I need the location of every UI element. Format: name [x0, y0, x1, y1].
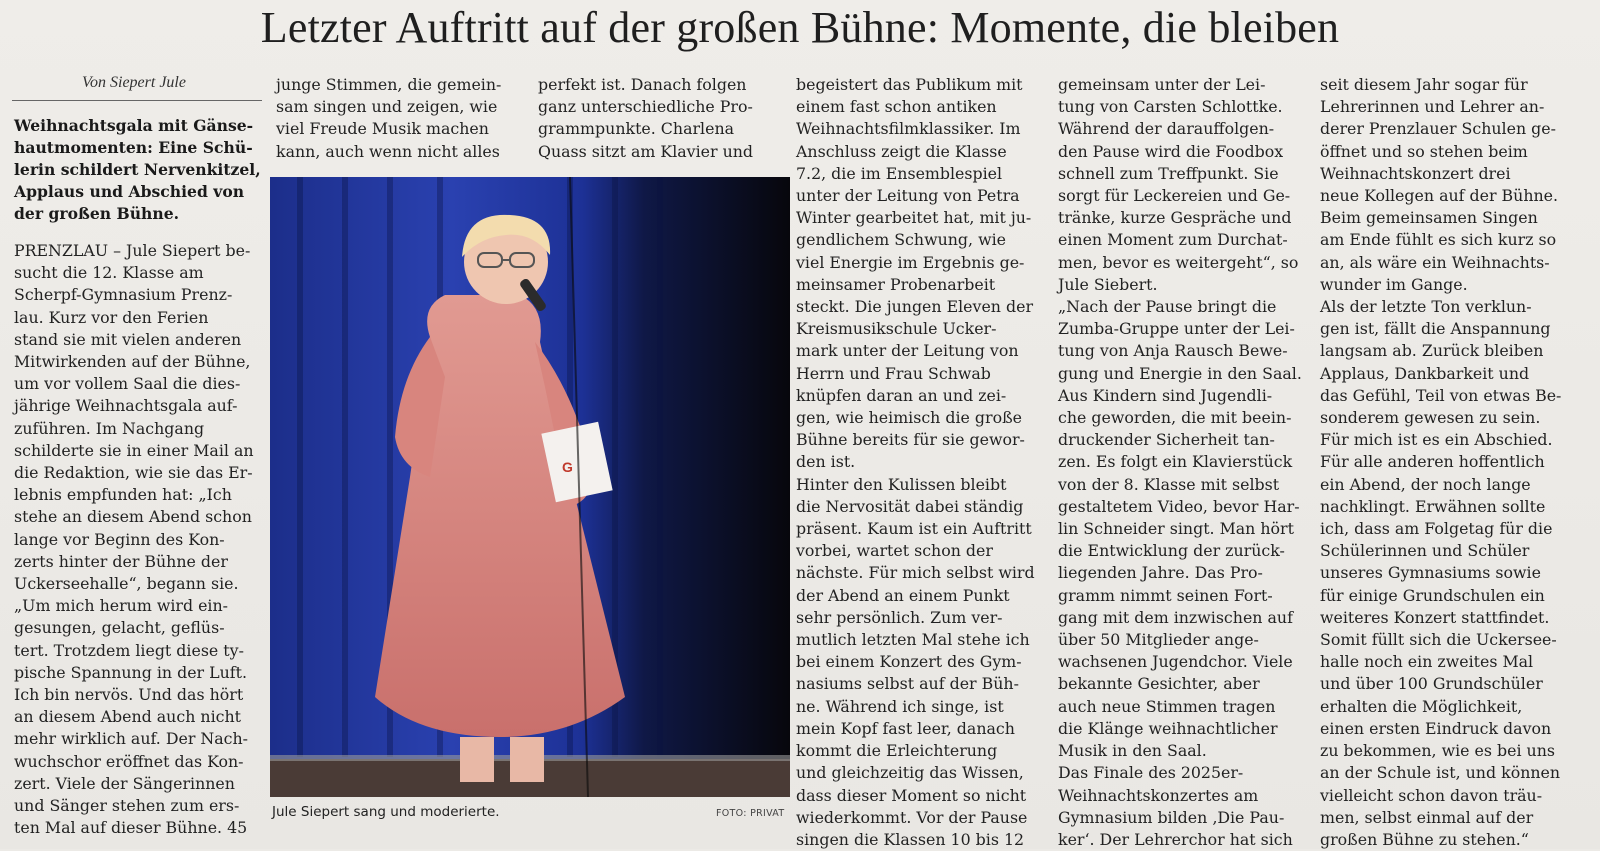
headline: Letzter Auftritt auf der großen Bühne: Momente, die bleiben [260, 3, 1340, 52]
column-text: seit diesem Jahr sogar für Lehrerinnen und Lehrer an- derer Prenzlauer Schulen ge- öffnet und so stehen beim Weihnachtskonzert drei neue Kollegen auf der Bühne. Beim gemeinsamen Singen am Ende fühlt es sich kurz so an, als wäre ein Weihnachts- wunder im Gange. Als der letzte Ton verklun- gen ist, fällt die Anspannung langsam ab. Zurück bleiben Applaus, Dankbarkeit und das Gefühl, Teil von etwas Be- sonderem gewesen zu sein. Für mich ist es ein Abschied. Für alle anderen hoffentlich ein Abend, der noch lange nachklingt. Erwähnen sollte ich, dass am Folgetag für die Schülerinnen und Schüler unseres Gymnasiums sowie für einige Grundschulen ein weiteres Konzert stattfindet. Somit füllt sich die Uckersee- halle noch ein zweites Mal und über 100 Grundschüler erhalten die Möglichkeit, einen ersten Eindruck davon zu bekommen, wie es bei uns an der Schule ist, und können vielleicht schon davon träu- men, selbst einmal auf der großen Bühne zu stehen.“ [1320, 75, 1562, 849]
singer-photo-illustration [270, 177, 790, 797]
column-text: PRENZLAU – Jule Siepert be- sucht die 12. Klasse am Scherpf-Gymnasium Prenz- lau. Kurz vor den Ferien stand sie mit vielen anderen Mitwirkenden auf der Bühne, um vor vollem Saal die dies- jährige Weihnachtsgala auf- zuführen. Im Nachgang schilderte sie in einer Mail an die Redaktion, wie sie das Er- lebnis empfunden hat: „Ich stehe an diesem Abend schon lange vor Beginn des Kon- zerts hinter der Bühne der Uckerseehalle“, begann sie. „Um mich herum wird ein- gesungen, gelacht, geflüs- tert. Trotzdem liegt diese ty- pische Spannung in der Luft. Ich bin nervös. Und das hört an diesem Abend auch nicht mehr wirklich auf. Der Nach- wuchschor eröffnet das Kon- zert. Viele der Sängerinnen und Sänger stehen zum ers- ten Mal auf dieser Bühne. 45 [14, 241, 254, 838]
column-text: junge Stimmen, die gemein- sam singen und zeigen, wie viel Freude Musik machen kann, auch wenn nicht alles [276, 75, 502, 161]
photo-credit: FOTO: PRIVAT [716, 808, 785, 819]
article-column-6 [1320, 74, 1564, 851]
column-text: gemeinsam unter der Lei- tung von Carsten Schlottke. Während der darauffolgen- den Pause wird die Foodbox schnell zum Treffpunkt. Sie sorgt für Leckereien und Ge- tränke, kurze Gespräche und einen Moment zum Durchat- men, bevor es weitergeht“, so Jule Siebert. „Nach der Pause bringt die Zumba-Gruppe unter der Lei- tung von Anja Rausch Bewe- gung und Energie in den Saal. Aus Kindern sind Jugendli- che geworden, die mit beein- druckender Sicherheit tan- zen. Es folgt ein Klavierstück von der 8. Klasse mit selbst gestaltetem Video, bevor Har- lin Schneider singt. Man hört die Entwicklung der zurück- liegenden Jahre. Das Pro- gramm nimmt seinen Fort- gang mit dem inzwischen auf über 50 Mitglieder ange- wachsenen Jugendchor. Viele bekannte Gesichter, aber auch neue Stimmen tragen die Klänge weihnachtlicher Musik in den Saal. Das Finale des 2025er- Weihnachtskonzertes am Gymnasium bilden ‚Die Pau- ker‘. Der Lehrerchor hat sich [1058, 75, 1302, 849]
article-photo [270, 177, 790, 797]
article-column-2 [276, 74, 518, 163]
column-text: begeistert das Publikum mit einem fast schon antiken Weihnachtsfilmklassiker. Im Anschluss zeigt die Klasse 7.2, die im Ensemblespiel unter der Leitung von Petra Winter gearbeitet hat, mit ju- gendlichem Schwung, wie viel Energie im Ergebnis ge- meinsamer Probenarbeit steckt. Die jungen Eleven der Kreismusikschule Ucker- mark unter der Leitung von Herrn und Frau Schwab knüpfen daran an und zei- gen, wie heimisch die große Bühne bereits für sie gewor- den ist. Hinter den Kulissen bleibt die Nervosität dabei ständig präsent. Kaum ist ein Auftritt vorbei, wartet schon der nächste. Für mich selbst wird der Abend an einem Punkt sehr persönlich. Zum ver- mutlich letzten Mal stehe ich bei einem Konzert des Gym- nasiums selbst auf der Büh- ne. Während ich singe, ist mein Kopf fast leer, danach kommt die Erleichterung und gleichzeitig das Wissen, dass dieser Moment so nicht wiederkommt. Vor der Pause singen die Klassen 10 bis 12 [796, 75, 1035, 849]
byline-rule [12, 100, 262, 101]
article-column-5 [1058, 74, 1304, 851]
svg-text:G: G [562, 459, 573, 475]
column-text: perfekt ist. Danach folgen ganz unterschiedliche Pro- grammpunkte. Charlena Quass sitzt am Klavier und [538, 75, 754, 161]
article-column-1 [14, 240, 261, 839]
article-column-3 [538, 74, 780, 163]
article-column-4 [796, 74, 1036, 851]
photo-caption: Jule Siepert sang und moderierte. [272, 804, 500, 820]
article-lead: Weihnachtsgala mit Gänse- hautmomenten: Eine Schü- lerin schildert Nervenkitzel, Applaus und Abschied von der großen Bühne. [14, 116, 261, 223]
byline: Von Siepert Jule [82, 74, 186, 91]
